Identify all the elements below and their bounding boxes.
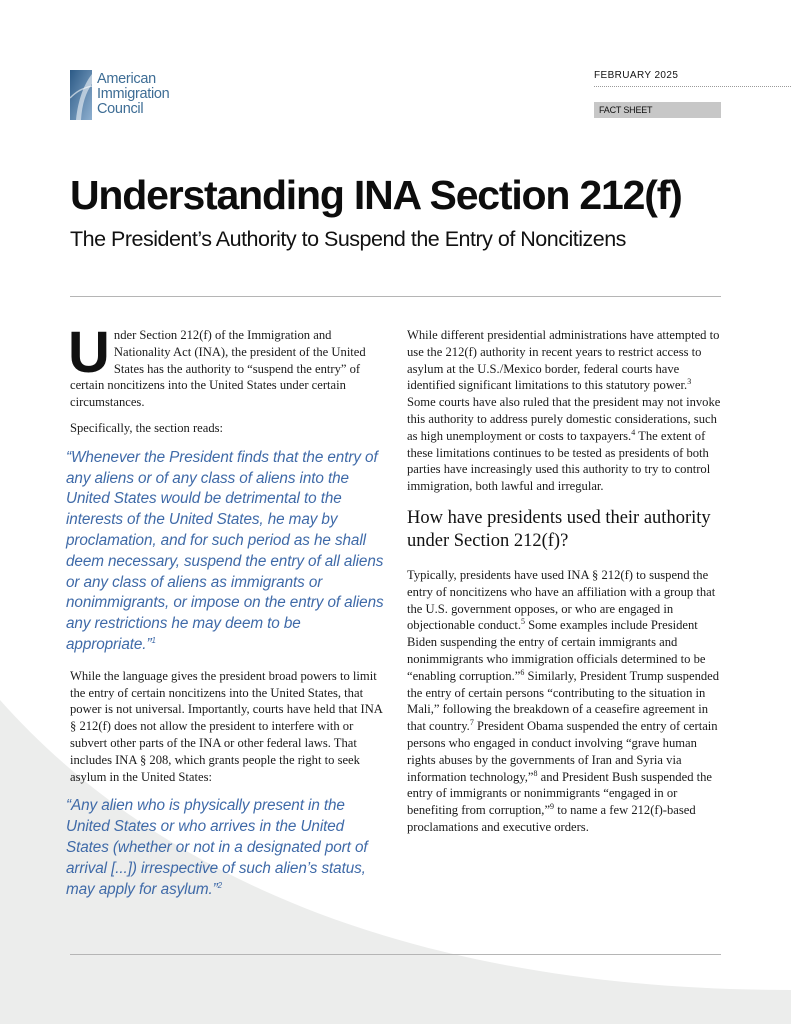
footnote-ref[interactable]: 7 bbox=[469, 717, 474, 727]
logo-line-3: Council bbox=[97, 101, 144, 117]
paragraph-text: Some examples include President Biden suspending the entry of certain immigrants and nonimmigrants who immigration officials determined to be “enabling corruption.” bbox=[407, 618, 706, 683]
logo-line-1: American bbox=[97, 71, 156, 87]
specifically-paragraph: Specifically, the section reads: bbox=[70, 420, 224, 435]
title-divider bbox=[70, 296, 721, 297]
intro-paragraph bbox=[68, 320, 384, 411]
document-type-badge: FACT SHEET bbox=[594, 102, 721, 118]
quote-text: “Whenever the President finds that the entry of any aliens or of any class of aliens into the United States would be detrimental to the interests of the United States, he may by proclamation, and for such period as he shall deem necessary, suspend the entry of all aliens or any class of aliens as immigrants or nonimmigrants, or impose on the entry of aliens any restrictions he may deem to be appropriate.” bbox=[66, 448, 384, 653]
logo bbox=[70, 70, 210, 122]
footer-divider bbox=[70, 954, 721, 955]
drop-cap: U bbox=[68, 320, 110, 385]
paragraph-text: While different presidential administrations have attempted to use the 212(f) authority in recent years to restrict access to asylum at the U.S./Mexico border, federal courts have identified significant limitations to this statutory power. bbox=[407, 328, 720, 393]
intro-text: nder Section 212(f) of the Immigration and Nationality Act (INA), the president of the United States has the authority to “suspend the entry” of certain noncitizens into the United States under certain circumstances. bbox=[70, 328, 366, 410]
footnote-ref[interactable]: 6 bbox=[520, 667, 525, 677]
date-divider bbox=[594, 86, 791, 87]
logo-line-2: Immigration bbox=[97, 86, 170, 102]
logo-mark-icon bbox=[70, 70, 92, 120]
paragraph-text: Some courts have also ruled that the president may not invoke this authority to address purely domestic considerations, such as high unemployment or costs to taxpayers. bbox=[407, 395, 721, 443]
footnote-ref[interactable]: 1 bbox=[151, 635, 156, 645]
paragraph-text: and President Bush suspended the entry of immigrants or nonimmigrants “engaged in or benefiting from corruption,” bbox=[407, 769, 713, 818]
footnote-ref[interactable]: 3 bbox=[687, 377, 692, 387]
page-subtitle: The President’s Authority to Suspend the Entry of Noncitizens bbox=[70, 227, 626, 251]
page-title: Understanding INA Section 212(f) bbox=[70, 172, 682, 218]
footnote-ref[interactable]: 5 bbox=[521, 617, 526, 627]
paragraph-text: President Obama suspended the entry of certain persons who engaged in conduct involving “grave human rights abuses by the governments of Iran and Syria via information technology,” bbox=[407, 719, 718, 784]
usage-examples-paragraph bbox=[407, 567, 721, 836]
footnote-ref[interactable]: 8 bbox=[533, 768, 538, 778]
section-heading: How have presidents used their authority under Section 212(f)? bbox=[407, 507, 711, 551]
left-column bbox=[66, 320, 384, 912]
footnote-ref[interactable]: 4 bbox=[631, 427, 636, 437]
paragraph-text: Similarly, President Trump suspended the entry of certain persons “contributing to the situation in Mali,” following the breakdown of a ceasefire agreement in that country. bbox=[407, 668, 720, 734]
paragraph-text: to name a few 212(f)-based proclamations and executive orders. bbox=[407, 803, 696, 834]
logo-wordmark bbox=[97, 72, 169, 117]
footnote-ref[interactable]: 2 bbox=[217, 880, 223, 890]
paragraph-text: Typically, presidents have used INA § 212(f) to suspend the entry of noncitizens who have an affiliation with a group that the U.S. government opposes, or who are engaged in objectionable conduct. bbox=[407, 567, 716, 633]
footnote-ref[interactable]: 9 bbox=[550, 801, 555, 811]
court-limits-paragraph bbox=[407, 327, 721, 495]
statute-quote-212f bbox=[66, 448, 384, 656]
right-column bbox=[407, 327, 721, 845]
limits-paragraph: While the language gives the president broad powers to limit the entry of certain noncitizens into the United States, that power is not universal. Importantly, courts have held that INA § 212(f) does not allow the president to interfere with or subvert other parts of the INA or other federal laws. That includes INA § 208, which grants people the right to seek asylum in the United States: bbox=[70, 668, 383, 784]
quote-text: “Any alien who is physically present in the United States or who arrives in the United States (whether or not in a designated port of arrival [...]) irrespective of such alien’s status, may apply for asylum.” bbox=[66, 797, 368, 898]
paragraph-text: The extent of these limitations continues to be tested as presidents of both parties have increasingly used this authority to try to control immigration, both lawful and irregular. bbox=[407, 428, 711, 494]
statute-quote-208 bbox=[66, 796, 384, 900]
publication-date: FEBRUARY 2025 bbox=[594, 70, 679, 81]
